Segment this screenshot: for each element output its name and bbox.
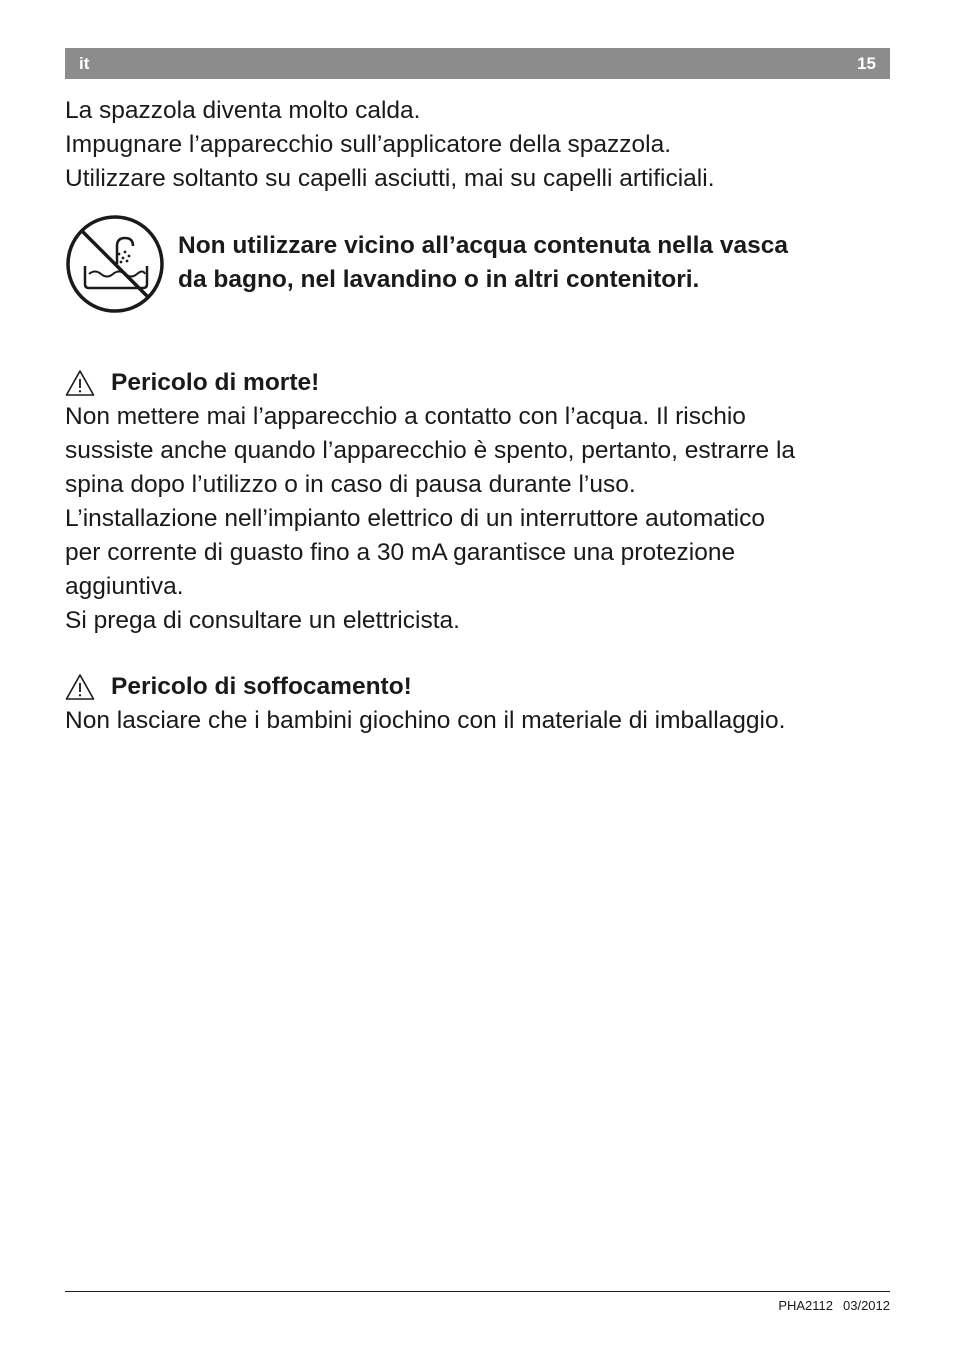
warning-triangle-icon — [65, 369, 95, 397]
model-number: PHA2112 — [778, 1298, 833, 1313]
danger-death-line: aggiuntiva. — [65, 573, 184, 600]
water-warning — [65, 214, 895, 314]
water-warning-text — [178, 229, 788, 297]
danger-death-line: Si prega di consultare un elettricista. — [65, 607, 460, 634]
language-code: it — [79, 53, 90, 73]
danger-death-line: Non mettere mai l’apparecchio a contatto con l’acqua. Il rischio — [65, 403, 746, 430]
danger-death-title-text: Pericolo di morte! — [111, 369, 320, 396]
warning-triangle-icon — [65, 673, 95, 701]
page-number: 15 — [857, 53, 876, 73]
water-warning-line: da bagno, nel lavandino o in altri contenitori. — [178, 266, 700, 293]
intro-line: Impugnare l’apparecchio sull’applicatore della spazzola. — [65, 131, 672, 158]
page-footer — [778, 1298, 890, 1313]
danger-suffocation-line: Non lasciare che i bambini giochino con il materiale di imballaggio. — [65, 707, 786, 734]
publication-date: 03/2012 — [843, 1298, 890, 1313]
page-content — [65, 94, 895, 738]
danger-suffocation-title — [65, 670, 895, 704]
intro-paragraph — [65, 94, 895, 196]
danger-death-line: L’installazione nell’impianto elettrico di un interruttore automatico — [65, 505, 765, 532]
footer-divider — [65, 1291, 890, 1292]
danger-death-section — [65, 366, 895, 638]
intro-line: Utilizzare soltanto su capelli asciutti, mai su capelli artificiali. — [65, 165, 715, 192]
danger-suffocation-section — [65, 670, 895, 738]
danger-death-line: per corrente di guasto fino a 30 mA garantisce una protezione — [65, 539, 736, 566]
danger-death-title — [65, 366, 895, 400]
water-warning-line: Non utilizzare vicino all’acqua contenuta nella vasca — [178, 232, 788, 259]
danger-suffocation-title-text: Pericolo di soffocamento! — [111, 673, 412, 700]
danger-death-line: sussiste anche quando l’apparecchio è spento, pertanto, estrarre la — [65, 437, 796, 464]
page-header — [65, 48, 890, 79]
intro-line: La spazzola diventa molto calda. — [65, 97, 421, 124]
no-water-near-bath-icon — [65, 214, 165, 314]
danger-death-line: spina dopo l’utilizzo o in caso di pausa durante l’uso. — [65, 471, 636, 498]
